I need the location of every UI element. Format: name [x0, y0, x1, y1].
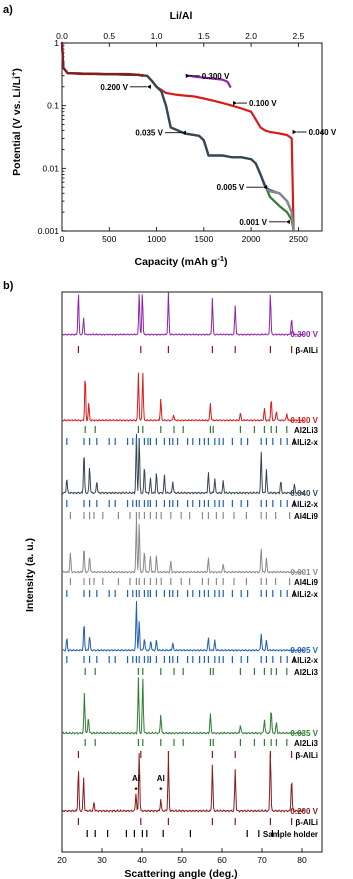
panel-a-arrowhead — [186, 74, 190, 78]
panel-a-annotation: 0.040 V — [308, 128, 337, 138]
panel-a-top-tick-label: 1.5 — [197, 31, 210, 41]
panel-b-trace-label: 0.035 V — [290, 729, 318, 738]
panel-a-series-0 — [62, 43, 294, 231]
panel-a-x-axis-title: Capacity (mAh $g^{-1}$) — [134, 254, 228, 268]
panel-b-phase-label: AlLi2-x — [291, 656, 318, 665]
panel-b-x-tick-label: 30 — [97, 855, 107, 865]
panel-b-x-tick-label: 20 — [57, 855, 67, 865]
panel-b-x-axis-title: Scattering angle (deg.) — [124, 868, 238, 879]
panel-a-top-tick-label: 1.0 — [150, 31, 163, 41]
panel-b-x-tick-label: 70 — [257, 855, 267, 865]
panel-a-frame — [62, 43, 322, 231]
panel-a-x-tick-label: 2500 — [288, 234, 308, 244]
panel-a-label: a) — [3, 4, 13, 16]
panel-a-x-tick-label: 1000 — [147, 234, 167, 244]
panel-b-x-tick-label: 40 — [137, 855, 147, 865]
panel-b-trace-2 — [62, 434, 304, 494]
panel-a-arrowhead — [147, 85, 151, 89]
panel-b-trace-label: 0.300 V — [290, 330, 318, 339]
panel-b-x-tick-label: 50 — [177, 855, 187, 865]
panel-a-annotation: 0.300 V — [201, 71, 230, 81]
panel-b-trace-label: 0.001 V — [290, 568, 318, 577]
panel-a-y-tick-label: 0.1 — [47, 100, 59, 111]
panel-b-trace-label: 0.200 V — [290, 807, 318, 816]
panel-a-chart — [38, 31, 337, 244]
panel-a-annotation: 0.200 V — [100, 82, 128, 92]
panel-b-al-label: Al — [156, 774, 165, 783]
panel-b-y-axis-title: Intensity (a. u.) — [24, 537, 36, 613]
panel-a-x-tick-label: 0 — [59, 234, 65, 244]
panel-b-chart — [57, 292, 322, 865]
panel-a-y-tick-label: 1 — [54, 38, 59, 48]
panel-b-phase-label: AlLi2-x — [291, 500, 318, 509]
panel-a-annotation: 0.100 V — [249, 99, 277, 109]
panel-b-al-label: Al — [132, 774, 140, 783]
panel-a-series-2 — [62, 43, 294, 231]
panel-b-trace-3 — [62, 518, 304, 573]
panel-a-annotation: 0.005 V — [216, 183, 245, 193]
panel-a-series-5 — [62, 43, 142, 76]
panel-b-al-marker: * — [134, 786, 138, 795]
panel-a-annotation: 0.035 V — [135, 128, 163, 138]
panel-b-phase-label: Al2Li3 — [293, 668, 318, 677]
panel-b-trace-6 — [62, 753, 304, 812]
panel-b-trace-0 — [62, 292, 304, 335]
panel-b-x-tick-label: 80 — [297, 855, 307, 865]
panel-b-label: b) — [3, 280, 14, 292]
panel-b-phase-label: Al4Li9 — [293, 512, 318, 521]
panel-a-top-tick-label: 2.0 — [245, 31, 258, 41]
panel-a-annotation: 0.001 V — [239, 217, 267, 227]
panel-a-y-tick-label: 0.01 — [42, 163, 59, 174]
panel-b-phase-label: β-AlLi — [295, 346, 318, 355]
panel-a-arrowhead — [286, 220, 290, 224]
panel-a-y-tick-label: 0.001 — [37, 226, 59, 236]
panel-b-trace-4 — [62, 601, 304, 651]
panel-b-trace-5 — [62, 677, 304, 734]
panel-a-series-3 — [62, 43, 294, 231]
panel-a-arrowhead — [233, 101, 237, 105]
panel-b-phase-label: β-AlLi — [295, 751, 318, 760]
panel-b-phase-label: Al2Li3 — [293, 739, 318, 748]
panel-a-top-tick-label: 0.0 — [56, 31, 68, 41]
panel-b-trace-label: 0.005 V — [290, 646, 318, 655]
panel-b-phase-label: Al4Li9 — [293, 578, 318, 587]
panel-a-x-tick-label: 500 — [102, 234, 117, 244]
panel-a-arrowhead — [293, 130, 297, 134]
panel-b-x-tick-label: 60 — [217, 855, 227, 865]
panel-b-phase-label: AlLi2-x — [291, 590, 318, 599]
panel-a-top-axis-title: Li/Al — [169, 10, 193, 22]
panel-b-phase-label: Sample holder — [262, 830, 318, 839]
panel-a-y-axis-title: Potential (V vs. Li/Li+) — [9, 68, 23, 176]
panel-a-top-tick-label: 2.5 — [292, 31, 305, 41]
panel-b-phase-label: Al2Li3 — [293, 426, 318, 435]
panel-a-top-tick-label: 0.5 — [103, 31, 116, 41]
panel-b-phase-label: β-AlLi — [295, 818, 318, 827]
panel-b-trace-label: 0.100 V — [290, 416, 318, 425]
panel-a-series-1 — [62, 43, 294, 231]
panel-b-trace-label: 0.040 V — [290, 489, 318, 498]
panel-b-al-marker: * — [159, 786, 163, 795]
panel-a-x-tick-label: 1500 — [194, 234, 214, 244]
panel-b-trace-1 — [62, 373, 304, 422]
panel-a-x-tick-label: 2000 — [241, 234, 261, 244]
panel-b-phase-label: AlLi2-x — [291, 438, 318, 447]
